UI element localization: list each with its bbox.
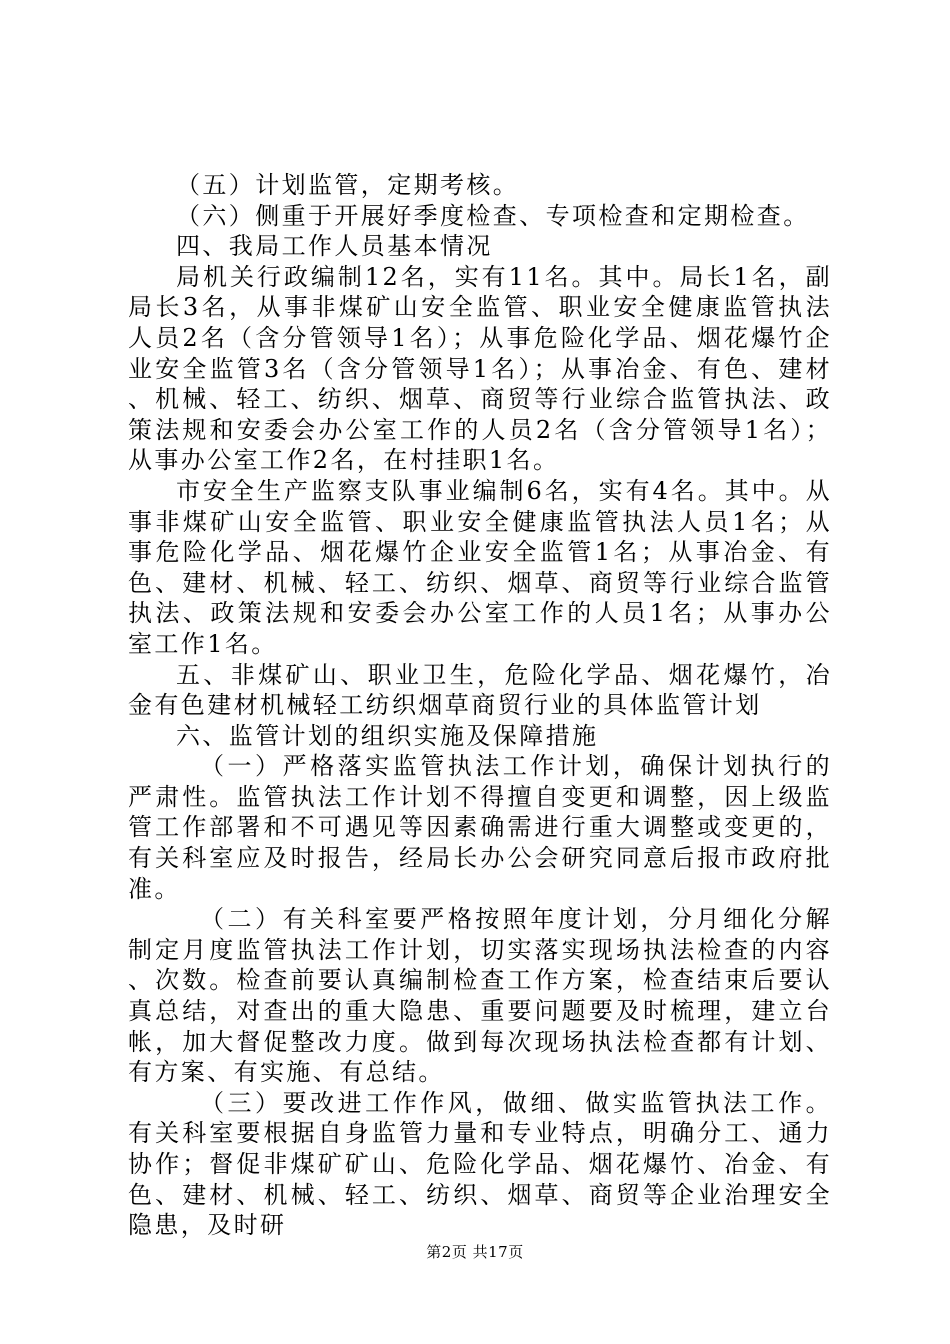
section-heading-5: 五、非煤矿山、职业卫生，危险化学品、烟花爆竹，冶金有色建材机械轻工纺织烟草商贸行业的具体监管计划: [128, 660, 832, 720]
paragraph-measure-3: （三）要改进工作作风，做细、做实监管执法工作。有关科室要根据自身监管力量和专业特点，明确分工、通力协作；督促非煤矿矿山、危险化学品、烟花爆竹、冶金、有色、建材、机械、轻工、纺织、烟草、商贸等企业治理安全隐患，及时研: [128, 1088, 832, 1240]
paragraph-item-5: （五）计划监管，定期考核。: [176, 171, 520, 199]
document-body: [128, 170, 832, 1241]
paragraph-measure-2: （二）有关科室要严格按照年度计划，分月细化分解制定月度监管执法工作计划，切实落实现场执法检查的内容、次数。检查前要认真编制检查工作方案，检查结束后要认真总结，对查出的重大隐患、重要问题要及时梳理，建立台帐，加大督促整改力度。做到每次现场执法检查都有计划、有方案、有实施、有总结。: [128, 905, 832, 1087]
section-heading-4: 四、我局工作人员基本情况: [176, 232, 493, 261]
paragraph-staff-bureau: 局机关行政编制12名，实有11名。其中。局长1名，副局长3名，从事非煤矿山安全监管、职业安全健康监管执法人员2名（含分管领导1名）；从事危险化学品、烟花爆竹企业安全监管3名（含分管领导1名）；从事冶金、有色、建材、机械、轻工、纺织、烟草、商贸等行业综合监管执法、政策法规和安委会办公室工作的人员2名（含分管领导1名）；从事办公室工作2名，在村挂职1名。: [128, 262, 832, 475]
paragraph-item-6: （六）侧重于开展好季度检查、专项检查和定期检查。: [176, 201, 810, 230]
page-footer: 第2页 共17页: [426, 1243, 524, 1261]
paragraph-measure-1: （一）严格落实监管执法工作计划，确保计划执行的严肃性。监管执法工作计划不得擅自变更和调整，因上级监管工作部署和不可遇见等因素确需进行重大调整或变更的，有关科室应及时报告，经局长办公会研究同意后报市政府批准。: [128, 752, 832, 903]
section-heading-6: 六、监管计划的组织实施及保障措施: [176, 721, 599, 750]
paragraph-staff-detachment: 市安全生产监察支队事业编制6名，实有4名。其中。从事非煤矿山安全监管、职业安全健康监管执法人员1名；从事危险化学品、烟花爆竹企业安全监管1名；从事冶金、有色、建材、机械、轻工、纺织、烟草、商贸等行业综合监管执法、政策法规和安委会办公室工作的人员1名；从事办公室工作1名。: [128, 476, 832, 658]
